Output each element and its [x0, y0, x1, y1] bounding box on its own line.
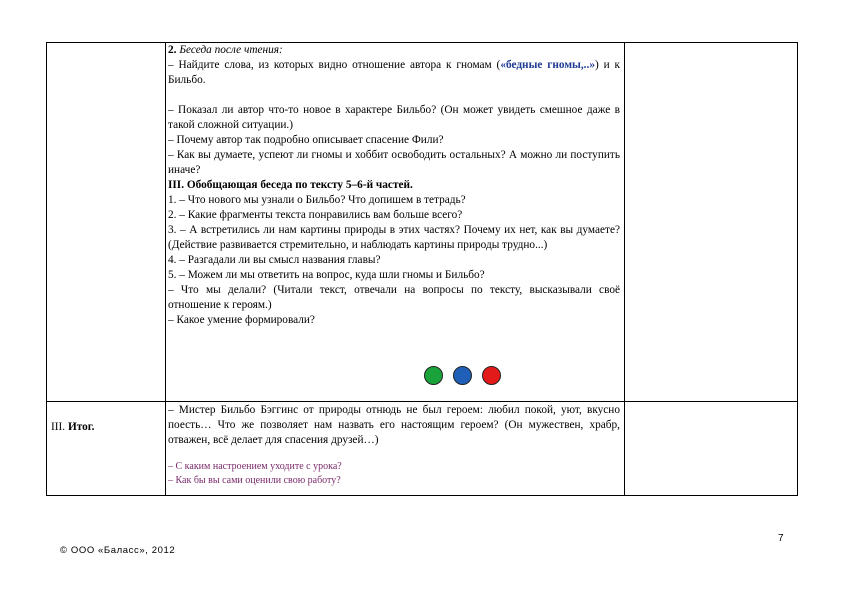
- row-divider: [47, 401, 797, 402]
- column-divider: [624, 43, 625, 495]
- green-circle: [424, 366, 443, 385]
- question-4: – Как вы думаете, успеют ли гномы и хоббит освободить остальных? А можно ли поступить иначе?: [168, 149, 620, 176]
- stage-cell: [51, 420, 163, 435]
- copyright-footer: © ООО «Баласс», 2012: [60, 545, 176, 556]
- list-item: 5. – Можем ли мы ответить на вопрос, куда шли гномы и Бильбо?: [168, 269, 485, 281]
- red-circle: [482, 366, 501, 385]
- list-item: 2. – Какие фрагменты текста понравились вам больше всего?: [168, 209, 463, 221]
- reflection-question: – С каким настроением уходите с урока?: [168, 461, 342, 472]
- list-item: 1. – Что нового мы узнали о Бильбо? Что допишем в тетрадь?: [168, 194, 466, 206]
- reflection-question: – Как бы вы сами оценили свою работу?: [168, 474, 341, 486]
- list-item: 4. – Разгадали ли вы смысл названия главы?: [168, 254, 381, 266]
- question-2: – Показал ли автор что-то новое в характере Бильбо? (Он может увидеть смешное даже в такой сложной ситуации.): [168, 104, 620, 131]
- quote: «бедные гномы,..»: [500, 59, 595, 71]
- question-1: – Найдите слова, из которых видно отношение автора к гномам («бедные гномы,..») и к Бильбо.: [168, 59, 620, 86]
- list-item: 3. – А встретились ли нам картины природы в этих частях? Почему их нет, как вы думаете? (Действие развивается стремительно, и наблюдать картины природы трудно...): [168, 224, 620, 251]
- stage-number: III.: [51, 421, 66, 433]
- color-indicators: [424, 366, 506, 388]
- lesson-table: [46, 42, 798, 496]
- discussion-heading: 2. Беседа после чтения:: [168, 44, 283, 56]
- stage-label: Итог.: [67, 421, 95, 433]
- column-divider: [165, 43, 166, 495]
- skill-question: – Какое умение формировали?: [168, 314, 315, 326]
- section-heading: III. Обобщающая беседа по тексту 5–6-й частей.: [168, 179, 413, 191]
- list-item: – Что мы делали? (Читали текст, отвечали на вопросы по тексту, высказывали своё отношение к героям.): [168, 284, 620, 311]
- summary-text: – Мистер Бильбо Бэггинс от природы отнюдь не был героем: любил покой, уют, вкусно поесть… Что же позволяет нам назвать его настоящим героем? (Он мужествен, храбр, отважен, всё делает для спасения друзей…): [168, 404, 620, 446]
- question-3: – Почему автор так подробно описывает спасение Фили?: [168, 134, 444, 146]
- summary-cell: [168, 403, 620, 487]
- discussion-cell: [168, 43, 620, 328]
- page-number: 7: [778, 533, 784, 544]
- blue-circle: [453, 366, 472, 385]
